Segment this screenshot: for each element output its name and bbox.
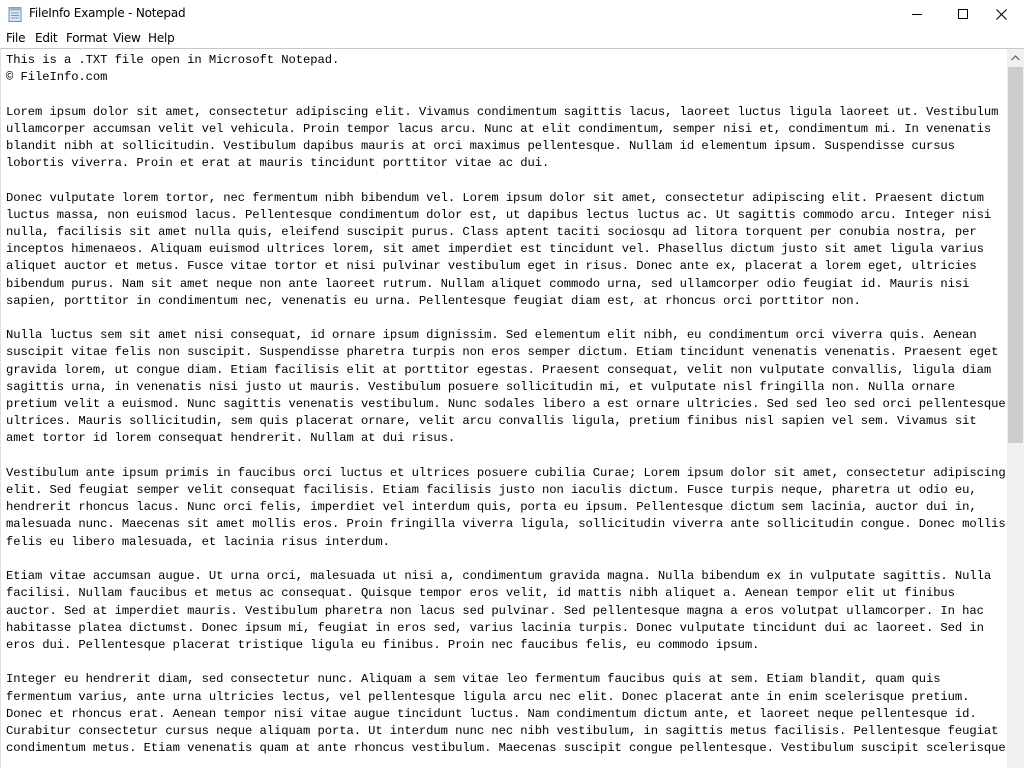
document-text[interactable] <box>1 49 1008 757</box>
text-line[interactable]: Donec vulputate lorem tortor, nec fermentum nibh bibendum vel. Lorem ipsum dolor sit amet, consectetur adipiscing elit. Praesent dictum <box>6 190 984 205</box>
text-line[interactable]: Nulla luctus sem sit amet nisi consequat, id ornare ipsum dignissim. Sed elementum elit nibh, eu condimentum orci viverra quis. Aenean <box>6 328 977 343</box>
text-line[interactable]: aliquet auctor et metus. Fusce vitae tortor et nisi pulvinar vestibulum eget in risus. Donec ante ex, placerat a lorem eget, ultricies <box>6 259 977 274</box>
title-bar[interactable] <box>0 0 1024 28</box>
minimize-button[interactable] <box>894 0 940 28</box>
close-button[interactable] <box>978 0 1024 28</box>
minimize-icon <box>912 9 922 19</box>
maximize-icon <box>958 9 968 19</box>
menu-view[interactable]: View <box>113 31 141 45</box>
menu-edit[interactable]: Edit <box>35 31 58 45</box>
text-line[interactable]: Donec et rhoncus erat. Aenean tempor nisi vitae augue tincidunt luctus. Nam condimentum dictum ante, et laoreet neque pellentesque id. <box>6 706 977 721</box>
menu-bar <box>0 28 1024 48</box>
text-line[interactable]: © FileInfo.com <box>6 70 108 85</box>
text-line[interactable]: habitasse platea dictumst. Donec ipsum mi, feugiat in eros sed, varius lacinia turpis. Donec vulputate tincidunt dui ac laoreet. Sed in <box>6 620 984 635</box>
text-line[interactable]: Lorem ipsum dolor sit amet, consectetur adipiscing elit. Vivamus condimentum sagittis lacus, laoreet luctus ligula laoreet ut. Vestibulum <box>6 104 999 119</box>
text-line[interactable]: blandit nibh at sollicitudin. Vestibulum dapibus mauris at orci maximus pellentesque. Nullam id elementum ipsum. Suspendisse cursus <box>6 139 955 154</box>
text-editor[interactable] <box>0 48 1008 768</box>
text-line[interactable]: bibendum purus. Nam sit amet neque non ante laoreet rutrum. Nullam aliquet commodo urna, sed ullamcorper odio feugiat id. Mauris nisi <box>6 276 970 291</box>
close-icon <box>996 9 1007 20</box>
scroll-thumb[interactable] <box>1008 67 1023 443</box>
text-line[interactable]: Integer eu hendrerit diam, sed consectetur nunc. Aliquam a sem vitae leo fermentum faucibus quis at sem. Etiam blandit, quam quis <box>6 672 941 687</box>
text-line[interactable]: gravida lorem, ut congue diam. Etiam facilisis elit at porttitor egestas. Praesent consequat, velit non vulputate convallis, ligula diam <box>6 362 992 377</box>
text-line[interactable]: Curabitur consectetur cursus neque aliquam porta. Ut interdum nunc nec nibh vestibulum, in sagittis metus facilisis. Pellentesque feugiat <box>6 723 999 738</box>
text-line[interactable]: inceptos himenaeos. Aliquam euismod ultrices lorem, sit amet imperdiet est tincidunt vel. Phasellus dictum justo sit amet ligula varius <box>6 242 984 257</box>
window-title: FileInfo Example - Notepad <box>29 6 186 20</box>
menu-format[interactable]: Format <box>66 31 108 45</box>
notepad-icon <box>8 6 22 22</box>
text-line[interactable]: ullamcorper accumsan velit vel vehicula. Proin tempor lacus arcu. Nunc at elit condimentum, semper nisi et, condimentum mi. In venenatis <box>6 121 992 136</box>
text-line[interactable]: This is a .TXT file open in Microsoft Notepad. <box>6 53 340 67</box>
text-line[interactable]: fermentum varius, ante urna ultricies lectus, vel pellentesque ligula arcu nec elit. Donec placerat ante in enim scelerisque pretium. <box>6 689 970 704</box>
text-line[interactable]: sagittis urna, in venenatis nisi justo ut mauris. Vestibulum posuere sollicitudin mi, et vulputate nisl fringilla non. Nulla ornare <box>6 379 955 394</box>
text-line[interactable]: felis eu libero malesuada, et lacinia risus interdum. <box>6 534 390 549</box>
text-line[interactable]: luctus massa, non euismod lacus. Pellentesque condimentum dolor est, ut dapibus lectus luctus ac. Ut sagittis commodo arcu. Integer nisi <box>6 207 992 222</box>
text-line[interactable]: condimentum metus. Etiam venenatis quam at ante rhoncus vestibulum. Maecenas suscipit congue pellentesque. Vestibulum suscipit scelerisque <box>6 741 1006 756</box>
menu-help[interactable]: Help <box>148 31 175 45</box>
text-line[interactable]: hendrerit rhoncus lacus. Nunc orci felis, imperdiet vel interdum quis, porta eu ipsum. Pellentesque dictum sem lacinia, auctor dui in, <box>6 500 977 515</box>
text-line[interactable]: lobortis viverra. Proin et erat at mauris tincidunt porttitor vitae ac dui. <box>6 156 550 171</box>
text-line[interactable]: amet tortor id lorem consequat hendrerit. Nullam at dui risus. <box>6 431 456 446</box>
scroll-up-button[interactable] <box>1007 49 1024 66</box>
text-line[interactable]: ultrices. Mauris sollicitudin, sem quis placerat ornare, velit arcu convallis ligula, pretium finibus nisl sapien vel sem. Vivamus sit <box>6 414 977 429</box>
menu-file[interactable]: File <box>6 31 26 45</box>
text-line[interactable]: Etiam vitae accumsan augue. Ut urna orci, malesuada ut nisi a, condimentum gravida magna. Nulla bibendum ex in vulputate sagittis. Nulla <box>6 569 992 584</box>
text-line[interactable]: nulla, facilisis sit amet nulla quis, eleifend suscipit purus. Class aptent taciti sociosqu ad litora torquent per conubia nostra, per <box>6 225 977 240</box>
text-line[interactable]: Vestibulum ante ipsum primis in faucibus orci luctus et ultrices posuere cubilia Curae; Lorem ipsum dolor sit amet, consectetur adipiscing <box>6 465 1006 480</box>
text-line[interactable]: auctor. Sed at imperdiet mauris. Vestibulum pharetra non lacus sed pulvinar. Sed pellentesque magna a eros volutpat ullamcorper. In hac <box>6 603 984 618</box>
scroll-up-arrow-icon <box>1011 55 1020 61</box>
text-line[interactable]: malesuada nunc. Maecenas sit amet mollis eros. Proin fringilla viverra ligula, sollicitudin viverra ante sollicitudin congue. Donec mollis <box>6 517 1006 532</box>
text-line[interactable]: elit. Sed feugiat semper velit consequat facilisis. Etiam facilisis justo non iaculis dictum. Fusce turpis neque, pharetra ut odio eu, <box>6 483 977 498</box>
text-line[interactable]: pretium velit a euismod. Nunc sagittis venenatis vestibulum. Nunc sodales libero a est ornare ultricies. Sed sed leo sed orci pellentesque <box>6 397 1006 412</box>
text-line[interactable]: sapien, porttitor in condimentum nec, venenatis eu urna. Pellentesque feugiat diam est, at rhoncus orci porttitor non. <box>6 293 861 308</box>
vertical-scrollbar[interactable] <box>1007 48 1024 768</box>
text-line[interactable]: facilisi. Nullam faucibus et metus ac consequat. Quisque tempor eros velit, id mattis nibh aliquet a. Aenean tempor elit ut finibus <box>6 586 955 601</box>
text-line[interactable]: suscipit vitae felis non suscipit. Suspendisse pharetra turpis non eros semper dictum. Etiam tincidunt venenatis venenatis. Praesent eget <box>6 345 999 360</box>
text-line[interactable]: eros dui. Pellentesque placerat tristique ligula eu finibus. Proin nec faucibus felis, eu commodo ipsum. <box>6 637 760 652</box>
